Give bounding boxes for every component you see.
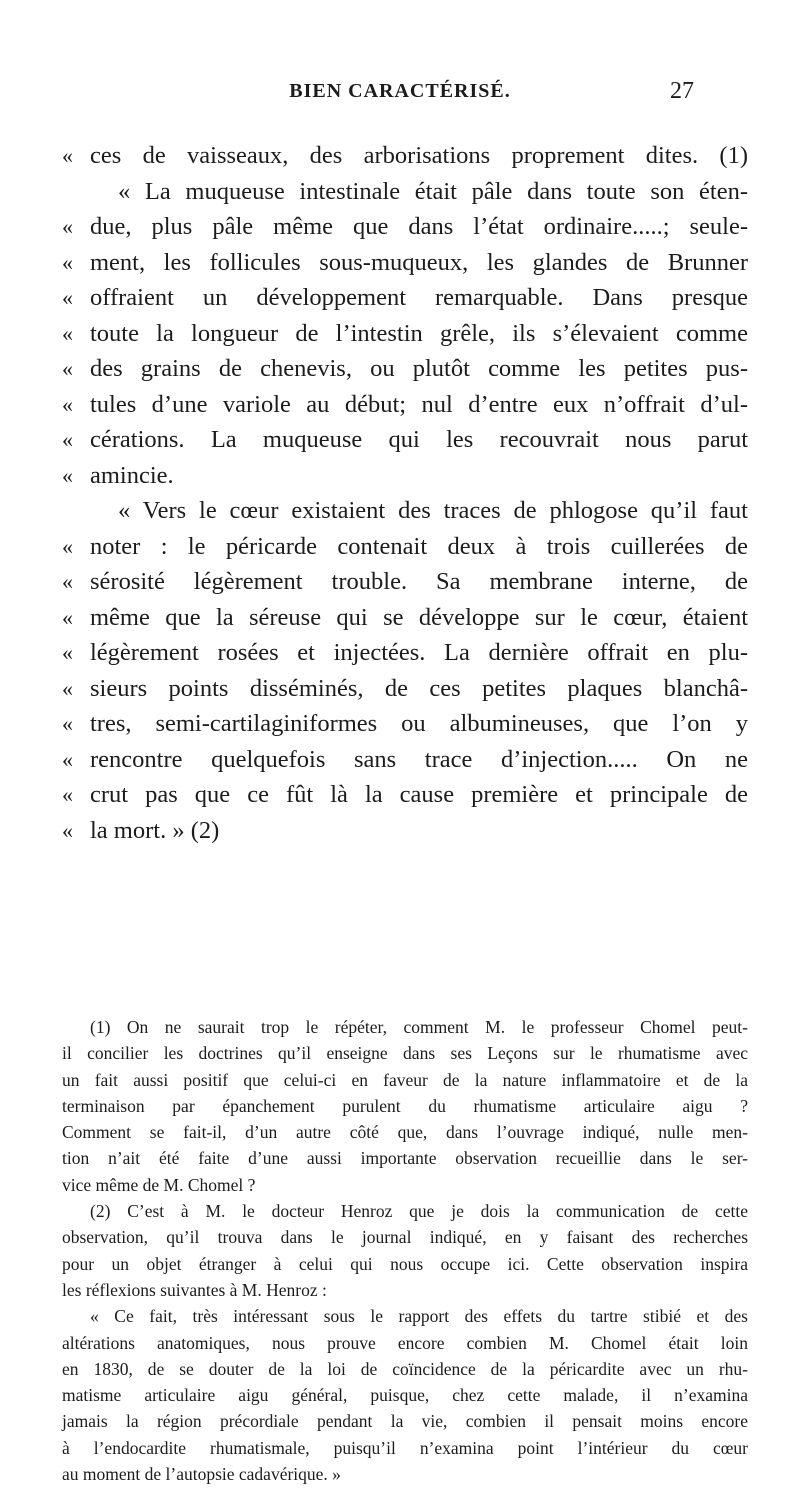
line-text: « La muqueuse intestinale était pâle dans toute son éten- <box>118 177 748 205</box>
running-head <box>0 80 800 110</box>
text-line <box>62 635 748 671</box>
text-line <box>62 316 748 352</box>
footnote-line: tion n’ait été faite d’une aussi importante observation recueillie dans le ser- <box>62 1148 748 1169</box>
footnote-line: jamais la région précordiale pendant la vie, combien il pensait moins encore <box>62 1411 748 1432</box>
line-text: cérations. La muqueuse qui les recouvrait nous parut <box>90 426 748 453</box>
quotation-mark: « <box>62 285 73 310</box>
text-line <box>62 493 748 529</box>
quotation-mark: « <box>62 356 73 381</box>
text-line <box>62 600 748 636</box>
text-line <box>62 671 748 707</box>
text-line <box>62 422 748 458</box>
quotation-mark: « <box>62 746 73 772</box>
footnote-line: en 1830, de se douter de la loi de coïncidence de la péricardite avec un rhu- <box>62 1358 748 1379</box>
page-number: 27 <box>670 78 694 104</box>
line-text: offraient un développement remarquable. Dans presque <box>90 284 748 311</box>
line-text: la mort. » (2) <box>90 816 220 844</box>
quotation-mark: « <box>62 427 73 452</box>
quotation-mark: « <box>62 817 73 843</box>
text-line <box>62 458 748 494</box>
text-line <box>62 138 748 174</box>
line-text: due, plus pâle même que dans l’état ordinaire.....; seule- <box>90 213 748 240</box>
line-text: noter : le péricarde contenait deux à trois cuillerées de <box>90 532 748 560</box>
line-text: ment, les follicules sous-muqueux, les glandes de Brunner <box>90 248 748 276</box>
line-text: sérosité légèrement trouble. Sa membrane interne, de <box>90 568 748 595</box>
text-line <box>62 387 748 423</box>
quotation-mark: « <box>62 320 73 346</box>
footnotes-block <box>62 1014 748 1487</box>
line-text: tres, semi-cartilaginiformes ou albumineuses, que l’on y <box>90 710 748 737</box>
text-line <box>62 351 748 387</box>
text-line <box>62 529 748 565</box>
footnote-line: à l’endocardite rhumatismale, puisqu’il n’examina point l’intérieur du cœur <box>62 1437 748 1458</box>
line-text: crut pas que ce fût là la cause première et principale de <box>90 781 748 808</box>
line-text: légèrement rosées et injectées. La dernière offrait en plu- <box>90 639 748 666</box>
line-text: des grains de chenevis, ou plutôt comme les petites pus- <box>90 355 748 382</box>
text-line <box>62 706 748 742</box>
quotation-mark: « <box>62 711 73 736</box>
footnote-line: il concilier les doctrines qu’il enseigne dans ses Leçons sur le rhumatisme avec <box>62 1043 748 1064</box>
quotation-mark: « <box>62 675 73 701</box>
line-text: rencontre quelquefois sans trace d’injection..... On ne <box>90 745 748 773</box>
footnote-line: matisme articulaire aigu général, puisque, chez cette malade, il n’examina <box>62 1385 748 1406</box>
line-text: ces de vaisseaux, des arborisations proprement dites. (1) <box>90 142 748 169</box>
quotation-mark: « <box>62 569 73 594</box>
text-line <box>62 813 748 849</box>
text-line <box>62 777 748 813</box>
footnote-line: les réflexions suivantes à M. Henroz : <box>62 1279 327 1300</box>
footnote-line: (1) On ne saurait trop le répéter, comment M. le professeur Chomel peut- <box>90 1017 748 1037</box>
line-text: amincie. <box>90 461 174 489</box>
quotation-mark: « <box>62 604 73 630</box>
text-line <box>62 564 748 600</box>
main-text-block <box>62 138 748 848</box>
line-text: même que la séreuse qui se développe sur le cœur, étaient <box>90 603 748 631</box>
footnote-line: vice même de M. Chomel ? <box>62 1174 256 1195</box>
quotation-mark: « <box>62 214 73 239</box>
running-title: BIEN CARACTÉRISÉ. <box>289 80 511 102</box>
text-line <box>62 280 748 316</box>
text-line <box>62 742 748 778</box>
footnote-line: (2) C’est à M. le docteur Henroz que je dois la communication de cette <box>90 1201 748 1222</box>
quotation-mark: « <box>62 462 73 488</box>
footnote-line: observation, qu’il trouva dans le journal indiqué, en y faisant des recherches <box>62 1227 748 1248</box>
footnote-line: altérations anatomiques, nous prouve encore combien M. Chomel était loin <box>62 1332 748 1353</box>
quotation-mark: « <box>62 143 73 168</box>
quotation-mark: « <box>62 249 73 275</box>
quotation-mark: « <box>62 782 73 807</box>
line-text: toute la longueur de l’intestin grêle, ils s’élevaient comme <box>90 319 748 347</box>
footnote-line: au moment de l’autopsie cadavérique. » <box>62 1464 341 1485</box>
quotation-mark: « <box>62 640 73 665</box>
footnote-line: un fait aussi positif que celui-ci en faveur de la nature inflammatoire et de la <box>62 1069 748 1090</box>
text-line <box>62 174 748 210</box>
footnote-line: pour un objet étranger à celui qui nous occupe ici. Cette observation inspira <box>62 1253 748 1274</box>
line-text: tules d’une variole au début; nul d’entre eux n’offrait d’ul- <box>90 390 748 418</box>
line-text: sieurs points disséminés, de ces petites plaques blanchâ- <box>90 674 748 702</box>
footnote-line: terminaison par épanchement purulent du rhumatisme articulaire aigu ? <box>62 1095 748 1116</box>
quotation-mark <box>62 493 90 529</box>
quotation-mark: « <box>62 391 73 417</box>
line-text: « Vers le cœur existaient des traces de phlogose qu’il faut <box>118 497 748 524</box>
quotation-mark <box>62 174 90 210</box>
text-line <box>62 209 748 245</box>
text-line <box>62 245 748 281</box>
footnote-line: « Ce fait, très intéressant sous le rapport des effets du tartre stibié et des <box>90 1306 748 1327</box>
quotation-mark: « <box>62 533 73 559</box>
footnote-line: Comment se fait-il, d’un autre côté que, dans l’ouvrage indiqué, nulle men- <box>62 1122 748 1143</box>
